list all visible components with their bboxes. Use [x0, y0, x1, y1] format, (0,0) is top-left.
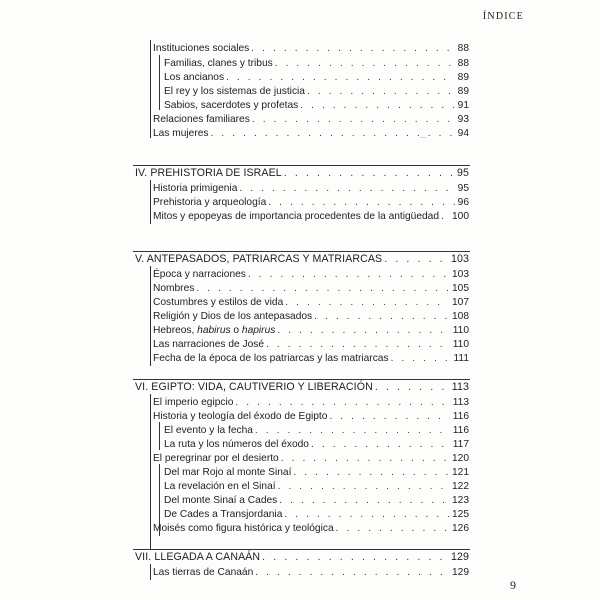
toc-entry	[164, 84, 469, 99]
toc-entry-title: Costumbres y estilos de vida	[153, 297, 284, 308]
toc-entry-title: Mitos y epopeyas de importancia procedentes de la antigüedad	[153, 211, 440, 222]
toc-entry-title: Las tierras de Canaán	[153, 567, 254, 578]
toc-leader-dots	[293, 465, 449, 480]
toc-entry	[153, 565, 469, 580]
toc-entry-title: Religión y Dios de los antepasados	[153, 311, 313, 322]
toc-leader-dots	[278, 479, 449, 494]
toc-entry-title: El rey y los sistemas de justicia	[164, 86, 305, 97]
toc-entry	[164, 98, 469, 113]
toc-entry	[153, 323, 469, 338]
toc-entry-page: 113	[452, 397, 469, 408]
toc-leader-dots	[314, 309, 449, 324]
toc-entry-title: Prehistoria y arqueología	[153, 197, 267, 208]
toc-chapter-title: IV. PREHISTORIA DE ISRAEL	[135, 167, 282, 179]
toc-entry-page: 120	[452, 453, 469, 464]
toc-entry-page: 129	[452, 567, 469, 578]
toc-entry	[153, 337, 469, 352]
toc-chapter-page: 103	[451, 253, 469, 265]
toc-entry	[153, 451, 469, 466]
toc-entry-title: De Cades a Transjordania	[164, 509, 283, 520]
toc-entry-page: 95	[457, 183, 469, 194]
toc-leader-dots	[248, 267, 449, 282]
toc-leader-dots	[441, 209, 449, 224]
toc-leader-dots	[196, 281, 449, 296]
toc-leader-dots	[226, 70, 455, 85]
toc-leader-dots	[239, 181, 454, 196]
section-bar	[150, 394, 151, 550]
toc-entry	[153, 112, 469, 127]
toc-leader-dots	[281, 451, 449, 466]
toc-entry	[164, 507, 469, 522]
toc-leader-dots	[284, 507, 449, 522]
toc-entry-page: 126	[452, 523, 469, 534]
toc-leader-dots	[279, 493, 449, 508]
toc-leader-dots	[211, 126, 455, 141]
toc-leader-dots	[255, 565, 449, 580]
toc-leader-dots	[262, 550, 448, 565]
toc-leader-dots	[285, 295, 449, 310]
toc-leader-dots	[307, 84, 455, 99]
toc-entry	[153, 209, 469, 224]
toc-entry	[153, 295, 469, 310]
toc-leader-dots	[266, 337, 450, 352]
section-bar	[150, 180, 151, 224]
toc-chapter-title: VI. EGIPTO: VIDA, CAUTIVERIO Y LIBERACIÓN	[135, 381, 373, 393]
toc-entry-page: 116	[452, 425, 469, 436]
toc-entry-page: 88	[457, 58, 469, 69]
toc-entry-title: El evento y la fecha	[164, 425, 253, 436]
toc-chapter-title: V. ANTEPASADOS, PATRIARCAS Y MATRIARCAS	[135, 253, 383, 265]
toc-entry-title: Del mar Rojo al monte Sinaí	[164, 467, 292, 478]
toc-entry-title: El peregrinar por el desierto	[153, 453, 279, 464]
subsection-bar	[159, 55, 160, 110]
toc-chapter	[135, 550, 469, 565]
toc-entry-page: 116	[452, 411, 469, 422]
toc-chapter-page: 95	[457, 167, 469, 179]
toc-leader-dots	[384, 252, 448, 267]
toc-entry	[153, 409, 469, 424]
toc-entry-title: Instituciones sociales	[153, 43, 250, 54]
toc-entry-page: 122	[452, 481, 469, 492]
toc-entry-title: Historia primigenia	[153, 183, 238, 194]
toc-entry-page: 123	[452, 495, 469, 506]
section-bar	[150, 266, 151, 366]
toc-entry	[153, 395, 469, 410]
toc-entry	[153, 281, 469, 296]
toc-entry	[164, 437, 469, 452]
page-number: 9	[510, 578, 516, 592]
toc-leader-dots	[375, 380, 449, 395]
toc-entry-page: 94	[457, 128, 469, 139]
toc-leader-dots	[336, 521, 449, 536]
toc-leader-dots	[268, 195, 454, 210]
italic-term: hapirus	[241, 325, 276, 336]
toc-entry-title: Nombres	[153, 283, 195, 294]
toc-entry-title: Familias, clanes y tribus	[164, 58, 273, 69]
toc-leader-dots	[251, 41, 454, 56]
toc-entry-page: 100	[452, 211, 469, 222]
toc-entry-page: 111	[453, 353, 469, 364]
toc-entry	[153, 181, 469, 196]
toc-entry-page: 125	[452, 509, 469, 520]
toc-entry	[153, 309, 469, 324]
toc-leader-dots	[275, 56, 455, 71]
toc-entry-title: Moisés como figura histórica y teológica	[153, 523, 334, 534]
toc-entry-page: 96	[457, 197, 469, 208]
toc-entry-page: 107	[452, 297, 469, 308]
toc-leader-dots	[311, 437, 450, 452]
toc-entry-title: Las mujeres	[153, 128, 209, 139]
toc-entry-title: El imperio egipcio	[153, 397, 234, 408]
toc-entry-page: 93	[457, 114, 469, 125]
toc-entry-page: 108	[452, 311, 469, 322]
toc-entry-page: 117	[452, 439, 469, 450]
toc-entry	[164, 70, 469, 85]
toc-entry	[164, 493, 469, 508]
toc-entry-page: 110	[452, 325, 469, 336]
toc-leader-dots	[329, 409, 449, 424]
toc-entry-page: 121	[452, 467, 469, 478]
toc-chapter-page: 129	[451, 551, 469, 563]
toc-chapter-page: 113	[451, 381, 469, 393]
toc-leader-dots	[277, 323, 449, 338]
toc-entry	[153, 126, 469, 141]
toc-entry-title: Época y narraciones	[153, 269, 246, 280]
toc-entry	[153, 521, 469, 536]
toc-entry-page: 88	[457, 43, 469, 54]
toc-entry-page: 105	[452, 283, 469, 294]
toc-entry	[164, 56, 469, 71]
toc-leader-dots	[235, 395, 449, 410]
toc-chapter-title: VII. LLEGADA A CANAÁN	[135, 551, 261, 563]
section-bar	[150, 40, 151, 138]
toc-entry-page: 110	[452, 339, 469, 350]
toc-entry-title: Historia y teología del éxodo de Egipto	[153, 411, 328, 422]
toc-leader-dots	[391, 351, 451, 366]
toc-chapter	[135, 252, 469, 267]
toc-entry-title: Fecha de la época de los patriarcas y las matriarcas	[153, 353, 389, 364]
toc-chapter	[135, 166, 469, 181]
toc-entry	[153, 267, 469, 282]
toc-leader-dots	[255, 423, 450, 438]
toc-entry-title: Del monte Sinaí a Cades	[164, 495, 278, 506]
toc-leader-dots	[284, 166, 454, 181]
toc-entry-title: Relaciones familiares	[153, 114, 250, 125]
toc-entry	[164, 465, 469, 480]
toc-entry-title: Hebreos, habirus o hapirus	[153, 325, 276, 336]
toc-entry-page: 89	[457, 86, 469, 97]
toc-entry-title: Sabios, sacerdotes y profetas	[164, 100, 299, 111]
toc-entry-title: Los ancianos	[164, 72, 225, 83]
toc-entry-page: 103	[452, 269, 469, 280]
toc-entry-page: 91	[457, 100, 469, 111]
toc-chapter	[135, 380, 469, 395]
toc-entry-page: 89	[457, 72, 469, 83]
toc-leader-dots	[300, 98, 454, 113]
toc-entry-title: Las narraciones de José	[153, 339, 264, 350]
toc-leader-dots	[252, 112, 455, 127]
running-head: ÍNDICE	[482, 11, 524, 22]
italic-term: habirus	[197, 325, 231, 336]
subsection-bar	[159, 422, 160, 450]
toc-entry	[164, 479, 469, 494]
toc-entry-title: La revelación en el Sinaí	[164, 481, 276, 492]
toc-entry	[153, 351, 469, 366]
toc-entry	[153, 41, 469, 56]
section-bar	[150, 564, 151, 580]
toc-entry-title: La ruta y los números del éxodo	[164, 439, 309, 450]
toc-entry	[153, 195, 469, 210]
toc-entry	[164, 423, 469, 438]
